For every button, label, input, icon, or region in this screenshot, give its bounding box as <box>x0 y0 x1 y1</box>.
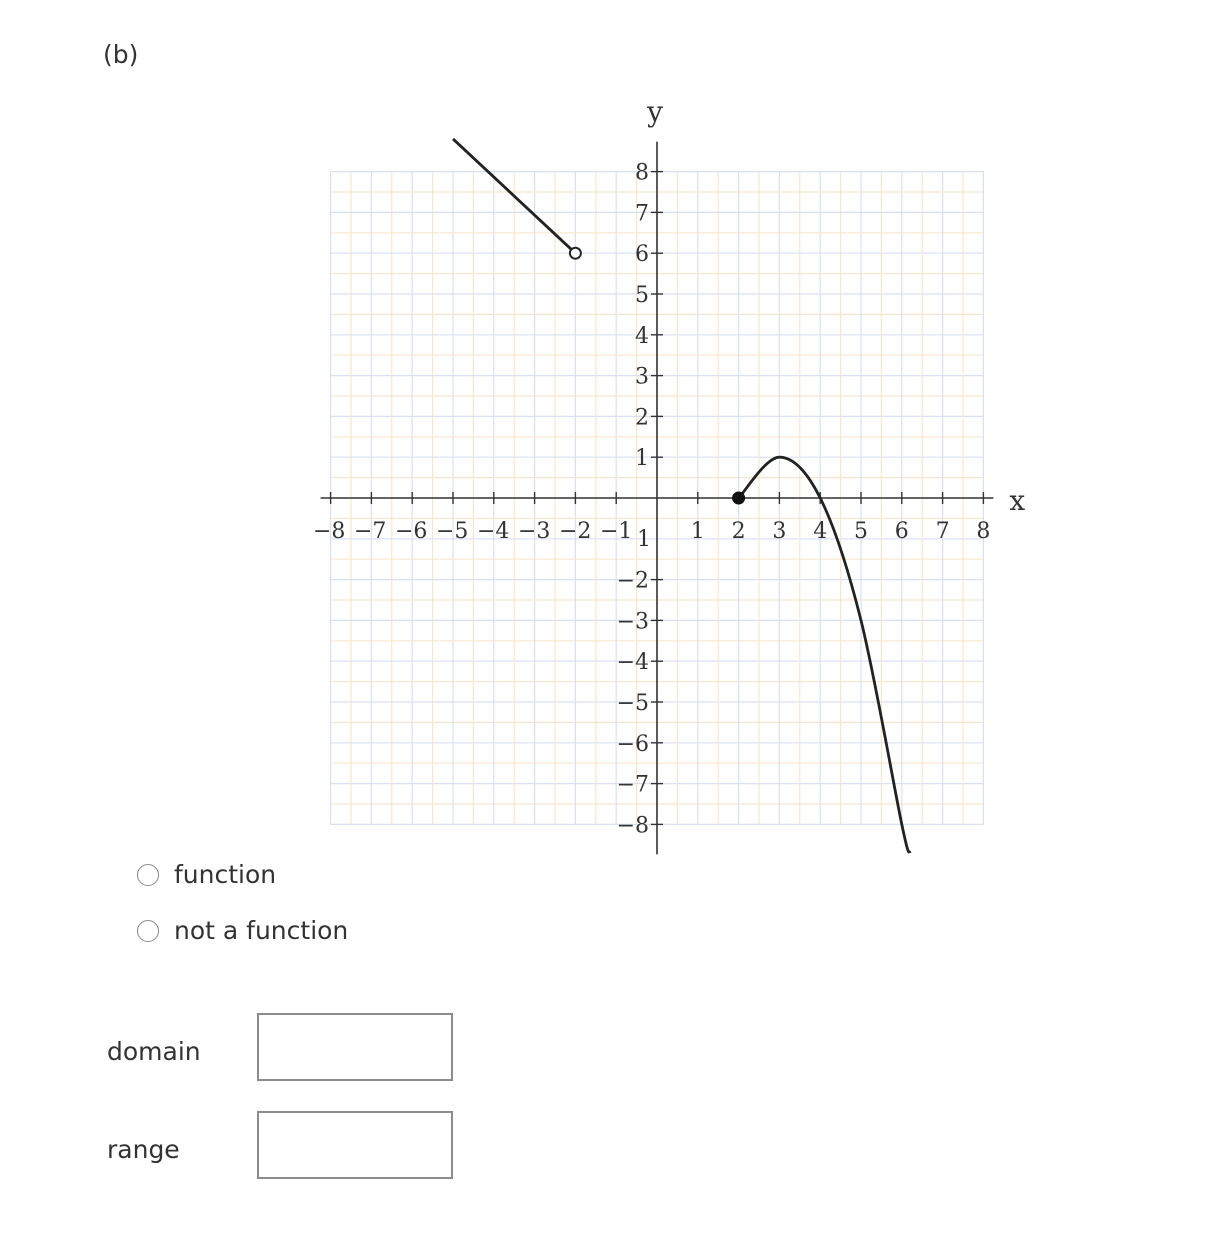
y-tick-label: 7 <box>635 201 649 227</box>
cubic-curve <box>739 457 910 853</box>
y-tick-label: 5 <box>635 283 649 308</box>
y-tick-label: 6 <box>635 242 649 268</box>
x-tick-label: 1 <box>637 527 651 552</box>
domain-label: domain <box>107 1037 201 1066</box>
x-tick-label: 4 <box>813 519 828 544</box>
y-tick-label: 4 <box>635 323 649 349</box>
x-tick-label: −3 <box>518 519 551 544</box>
y-axis-label: y <box>647 95 663 129</box>
y-tick-label: −5 <box>616 691 649 716</box>
x-tick-label: −4 <box>477 519 510 544</box>
x-tick-label: 2 <box>731 519 746 544</box>
y-tick-label: 3 <box>635 364 649 390</box>
x-tick-label: −7 <box>354 519 387 544</box>
x-tick-label: −8 <box>313 519 346 544</box>
y-tick-label: 8 <box>635 160 649 186</box>
x-tick-label: 3 <box>772 519 787 544</box>
radio-option-function[interactable] <box>137 860 276 889</box>
x-tick-label: −5 <box>436 519 469 544</box>
y-tick-label: −8 <box>616 813 649 839</box>
closed-endpoint <box>733 492 745 504</box>
function-radio[interactable] <box>137 864 159 886</box>
x-tick-label: 7 <box>935 519 950 544</box>
x-tick-label: 1 <box>690 519 705 544</box>
y-tick-label: −2 <box>616 568 649 594</box>
y-tick-label: −6 <box>616 731 649 757</box>
open-endpoint <box>570 248 581 259</box>
x-tick-label: 5 <box>854 519 868 544</box>
domain-input[interactable] <box>257 1013 453 1081</box>
x-tick-label: −2 <box>559 519 592 544</box>
part-label: (b) <box>103 40 139 69</box>
function-label: function <box>174 860 277 889</box>
range-label: range <box>107 1135 180 1164</box>
range-input[interactable] <box>257 1111 453 1179</box>
y-tick-label: −7 <box>616 772 649 798</box>
x-tick-label: 6 <box>894 519 909 544</box>
y-tick-label: −3 <box>616 609 649 635</box>
x-tick-label: −1 <box>600 519 633 544</box>
radio-option-not-function[interactable] <box>137 916 348 945</box>
not-function-radio[interactable] <box>137 920 159 942</box>
y-tick-label: −4 <box>616 650 649 676</box>
not-function-label: not a function <box>174 916 349 945</box>
x-tick-label: 8 <box>976 519 991 544</box>
y-tick-label: 1 <box>635 446 649 472</box>
x-tick-label: −6 <box>395 519 428 544</box>
y-tick-label: 2 <box>635 405 649 431</box>
x-axis-label: x <box>1009 484 1026 517</box>
